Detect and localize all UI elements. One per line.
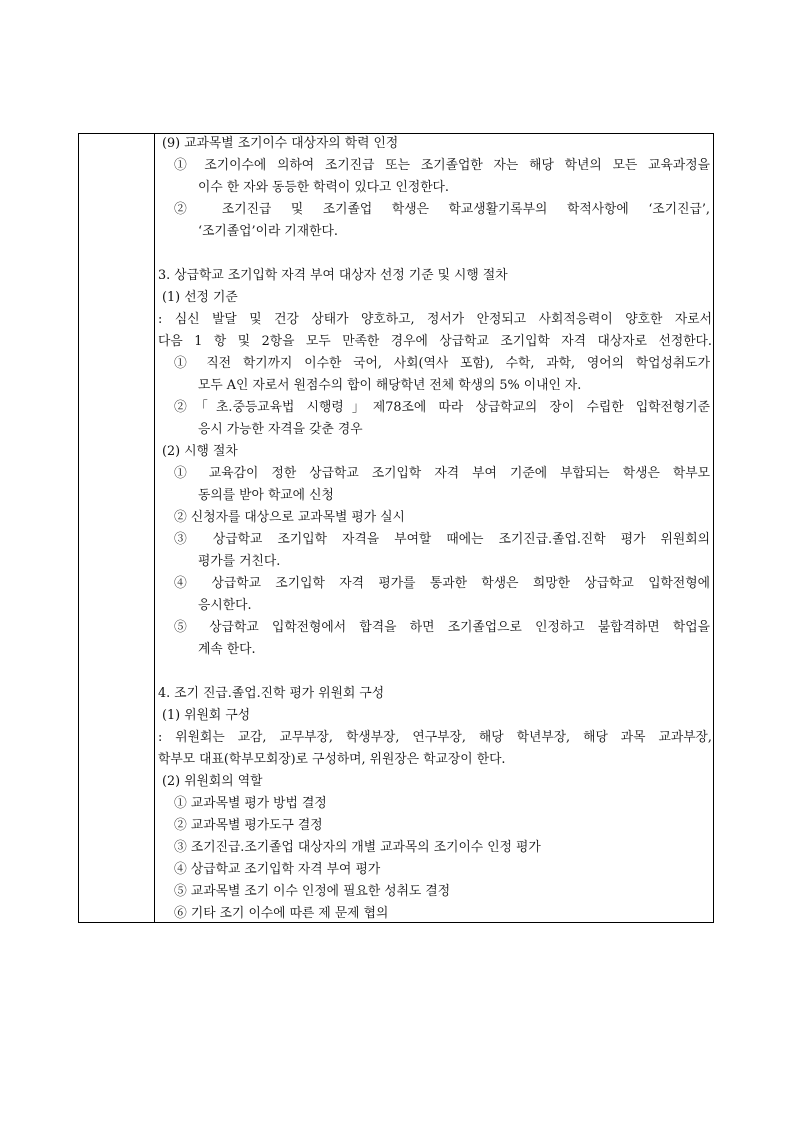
left-column-cell (79, 134, 155, 922)
section9-title: (9) 교과목별 조기이수 대상자의 학력 인정 (162, 136, 399, 151)
section3-criteria-item2-line1: ②「초․중등교육법 시행령」제78조에 따라 상급학교의 장이 수립한 입학전형기준 (174, 400, 710, 415)
section4-composition-title: (1) 위원회 구성 (162, 708, 251, 723)
section3-criteria-item2-line2: 응시 가능한 자격을 갖춘 경우 (198, 422, 363, 437)
roles-item3: ③ 조기진급.조기졸업 대상자의 개별 교과목의 조기이수 인정 평가 (174, 840, 541, 855)
document-table (78, 133, 714, 923)
procedure-item1-line2: 동의를 받아 학교에 신청 (198, 488, 334, 503)
section4-composition-desc-line2: 학부모 대표(학부모회장)로 구성하며, 위원장은 학교장이 한다. (158, 752, 506, 767)
roles-item6: ⑥ 기타 조기 이수에 따른 제 문제 협의 (174, 906, 389, 921)
procedure-item3-line2: 평가를 거친다. (198, 554, 281, 569)
roles-item5: ⑤ 교과목별 조기 이수 인정에 필요한 성취도 결정 (174, 884, 451, 899)
section3-criteria-item1-line1: ① 직전 학기까지 이수한 국어, 사회(역사 포함), 수학, 과학, 영어의 학업성취도가 (174, 356, 710, 371)
procedure-item1-line1: ① 교육감이 정한 상급학교 조기입학 자격 부여 기준에 부합되는 학생은 학부모 (174, 466, 710, 481)
procedure-item4-line1: ④ 상급학교 조기입학 자격 평가를 통과한 학생은 희망한 상급학교 입학전형에 (174, 576, 710, 591)
procedure-item4-line2: 응시한다. (198, 598, 252, 613)
section3-title: 3. 상급학교 조기입학 자격 부여 대상자 선정 기준 및 시행 절차 (158, 268, 508, 283)
section9-item2-line1: ② 조기진급 및 조기졸업 학생은 학교생활기록부의 학적사항에 ‘조기진급’, (174, 202, 710, 217)
section4-title: 4. 조기 진급.졸업.진학 평가 위원회 구성 (158, 686, 385, 701)
section4-composition-desc-line1: : 위원회는 교감, 교무부장, 학생부장, 연구부장, 해당 학년부장, 해당 과목 교과부장, (158, 730, 712, 745)
procedure-item3-line1: ③ 상급학교 조기입학 자격을 부여할 때에는 조기진급.졸업.진학 평가 위원회의 (174, 532, 710, 547)
section4-roles-title: (2) 위원회의 역할 (162, 774, 263, 789)
procedure-item2-line1: ② 신청자를 대상으로 교과목별 평가 실시 (174, 510, 405, 525)
procedure-item5-line2: 계속 한다. (198, 642, 256, 657)
roles-item1: ① 교과목별 평가 방법 결정 (174, 796, 327, 811)
section3-criteria-item1-line2: 모두 A인 자로서 원점수의 합이 해당학년 전체 학생의 5% 이내인 자. (198, 378, 582, 393)
section3-criteria-desc-line1: : 심신 발달 및 건강 상태가 양호하고, 정서가 안정되고 사회적응력이 양호한 자로서 (158, 312, 712, 327)
section3-criteria-desc-line2: 다음 1 항 및 2항을 모두 만족한 경우에 상급학교 조기입학 자격 대상자로 선정한다. (158, 334, 712, 349)
procedure-item5-line1: ⑤ 상급학교 입학전형에서 합격을 하면 조기졸업으로 인정하고 불합격하면 학업을 (174, 620, 710, 635)
section9-item1-line2: 이수 한 자와 동등한 학력이 있다고 인정한다. (198, 180, 449, 195)
section3-procedure-title: (2) 시행 절차 (162, 444, 238, 459)
section9-item1-line1: ① 조기이수에 의하여 조기진급 또는 조기졸업한 자는 해당 학년의 모든 교육과정을 (174, 158, 710, 173)
section9-item2-line2: ‘조기졸업’이라 기재한다. (198, 224, 338, 239)
section3-criteria-title: (1) 선정 기준 (162, 290, 238, 305)
roles-item4: ④ 상급학교 조기입학 자격 부여 평가 (174, 862, 381, 877)
roles-item2: ② 교과목별 평가도구 결정 (174, 818, 323, 833)
